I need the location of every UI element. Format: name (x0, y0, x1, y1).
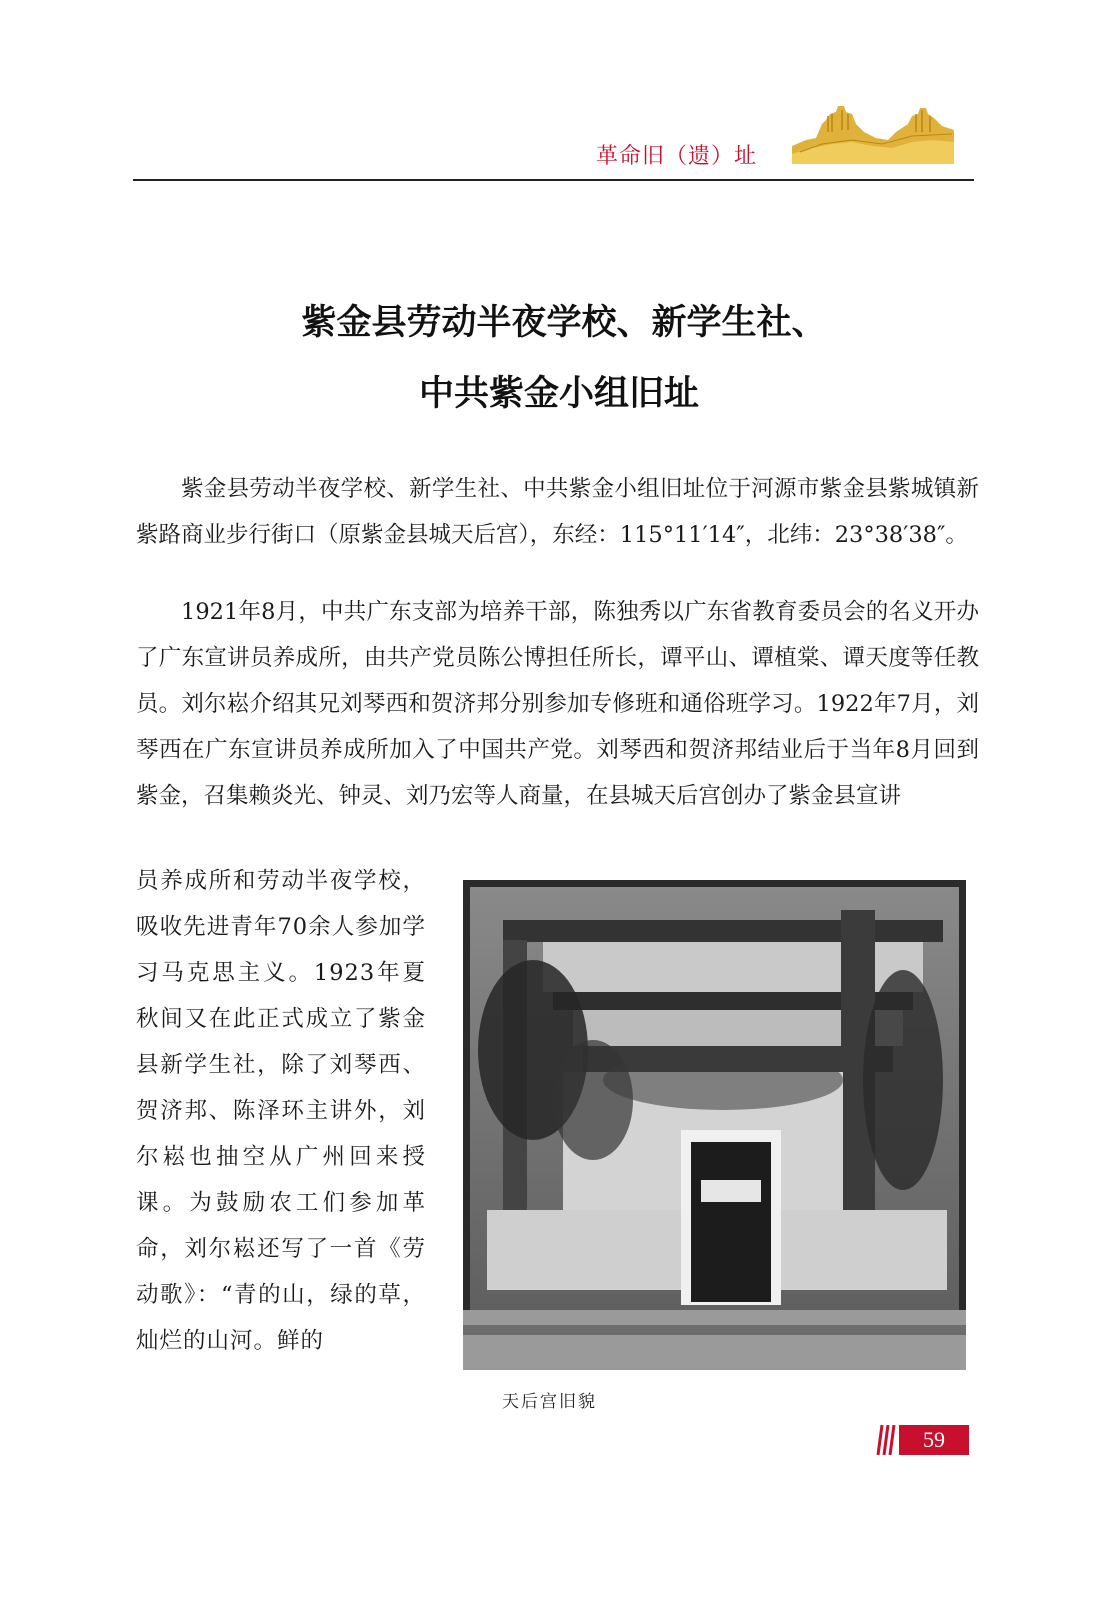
figure-caption: 天后宫旧貌 (502, 1392, 597, 1412)
page-title-line-1: 紫金县劳动半夜学校、新学生社、 (301, 303, 827, 343)
body-paragraph-2: 1921年8月，中共广东支部为培养干部，陈独秀以广东省教育委员会的名义开办了广东宣讲员养成所，由共产党员陈公博担任所长，谭平山、谭植棠、谭天度等任教员。刘尔崧介绍其兄刘琴西和贺济邦分别参加专修班和通俗班学习。1922年7月，刘琴西在广东宣讲员养成所加入了中国共产党。刘琴西和贺济邦结业后于当年8月回到紫金，召集赖炎光、钟灵、刘乃宏等人商量，在县城天后宫创办了紫金县宣讲 (136, 599, 979, 809)
body-paragraph-1: 紫金县劳动半夜学校、新学生社、中共紫金小组旧址位于河源市紫金县紫城镇新紫路商业步行街口（原紫金县城天后宫），东经：115°11′14″，北纬：23°38′38″。 (136, 476, 979, 548)
page-number-stripes (874, 1425, 898, 1455)
page-number: 59 (899, 1425, 969, 1455)
body-paragraph-2-continued: 员养成所和劳动半夜学校，吸收先进青年70余人参加学习马克思主义。1923年夏秋间又在此正式成立了紫金县新学生社，除了刘琴西、贺济邦、陈泽环主讲外，刘尔崧也抽空从广州回来授课。为鼓励农工们参加革命，刘尔崧还写了一首《劳动歌》：“青的山，绿的草，灿烂的山河。鲜的 (136, 868, 426, 1354)
section-header-label: 革命旧（遗）址 (596, 144, 758, 169)
great-wall-icon (792, 102, 954, 164)
page-title-line-2: 中共紫金小组旧址 (418, 374, 699, 414)
tianhou-temple-photo (463, 880, 966, 1370)
header-rule (133, 179, 974, 181)
